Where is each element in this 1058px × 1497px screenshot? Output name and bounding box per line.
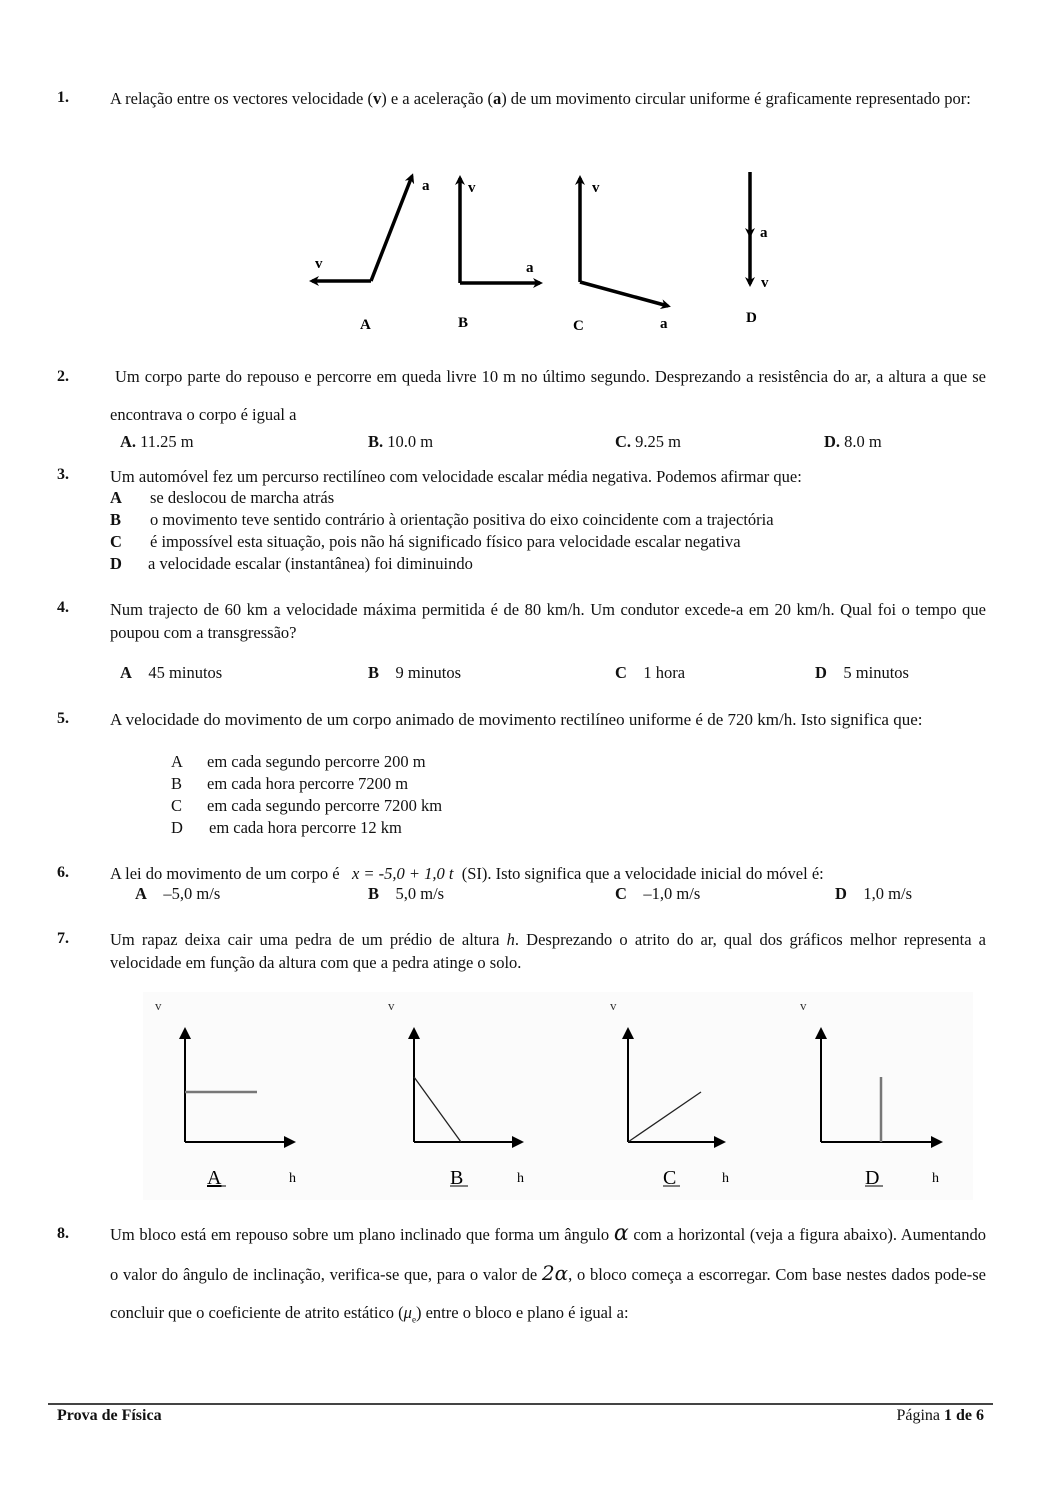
question-text: Um automóvel fez um percurso rectilíneo com velocidade escalar média negativa. Podemos afirmar que: bbox=[110, 467, 802, 486]
option-letter: D bbox=[171, 818, 183, 837]
vector-option-d bbox=[746, 172, 769, 326]
option-a[interactable] bbox=[120, 432, 194, 452]
option-text: se deslocou de marcha atrás bbox=[150, 488, 335, 507]
question-number: 3. bbox=[57, 466, 69, 483]
option-a[interactable] bbox=[110, 487, 334, 509]
question-number: 2. bbox=[57, 368, 69, 385]
text-fragment: A relação entre os vectores velocidade ( bbox=[110, 89, 373, 108]
option-d[interactable] bbox=[110, 553, 473, 575]
vector-label: v bbox=[761, 275, 769, 291]
question-text bbox=[110, 1215, 986, 1338]
question-text bbox=[110, 928, 986, 974]
options-row bbox=[0, 884, 1058, 906]
graph-option-a[interactable] bbox=[155, 998, 296, 1189]
text-fragment: ) entre o bloco e plano é igual a: bbox=[415, 1303, 629, 1322]
text-fragment: Um bloco está em repouso sobre um plano inclinado que forma um ângulo bbox=[110, 1225, 610, 1244]
option-c[interactable] bbox=[110, 531, 741, 553]
question-text bbox=[110, 862, 986, 885]
footer-divider bbox=[48, 1403, 993, 1405]
option-letter: A bbox=[120, 663, 132, 682]
text-fragment: ) de um movimento circular uniforme é graficamente representado por: bbox=[501, 89, 971, 108]
y-axis-label: v bbox=[610, 998, 617, 1013]
option-b[interactable] bbox=[110, 509, 774, 531]
option-letter: D bbox=[815, 663, 827, 682]
text-fragment: , o bloco começa a escorregar. Com base nestes dados pode-se concluir que o coeficiente de atrito estático ( bbox=[110, 1265, 986, 1322]
option-letter: B. bbox=[368, 432, 384, 451]
alpha-symbol: α bbox=[613, 1221, 629, 1246]
graph-label: B bbox=[450, 1167, 464, 1189]
option-letter: C bbox=[615, 884, 627, 903]
option-letter: D bbox=[835, 884, 847, 903]
option-b[interactable] bbox=[368, 663, 461, 683]
vector-label: a bbox=[422, 178, 430, 194]
velocity-height-graphs bbox=[143, 992, 973, 1200]
option-d[interactable] bbox=[835, 884, 912, 904]
option-c[interactable] bbox=[615, 432, 681, 452]
x-axis-label: h bbox=[932, 1171, 939, 1186]
text-fragment: (SI). Isto significa que a velocidade inicial do móvel é: bbox=[461, 864, 824, 883]
question-number: 1. bbox=[57, 89, 69, 106]
y-axis-label: v bbox=[388, 998, 395, 1013]
option-letter: C bbox=[171, 796, 183, 815]
option-letter: B bbox=[171, 774, 183, 793]
bold-v: v bbox=[372, 89, 382, 108]
mu-subscript: e bbox=[411, 1314, 416, 1325]
graph-option-d[interactable] bbox=[800, 998, 940, 1189]
option-text: 8.0 m bbox=[844, 432, 882, 451]
question-number: 7. bbox=[57, 930, 69, 947]
question-text: Num trajecto de 60 km a velocidade máxima permitida é de 80 km/h. Um condutor excede-a em 20 km/h. Qual foi o tempo que poupou com a transgressão? bbox=[110, 600, 986, 642]
option-a[interactable] bbox=[135, 884, 220, 904]
vector-option-a bbox=[312, 176, 430, 333]
vector-label: v bbox=[315, 256, 323, 272]
option-text: 10.0 m bbox=[387, 432, 434, 451]
mu-symbol: μ bbox=[403, 1303, 412, 1322]
graph-option-c[interactable] bbox=[610, 998, 729, 1189]
page-indicator bbox=[896, 1407, 984, 1425]
page-prefix: Página bbox=[896, 1407, 944, 1424]
vector-label: a bbox=[760, 225, 768, 241]
option-c[interactable] bbox=[615, 884, 700, 904]
option-label: B bbox=[458, 315, 469, 331]
option-text: 5 minutos bbox=[843, 663, 909, 682]
option-text: 1 hora bbox=[643, 663, 686, 682]
option-c[interactable] bbox=[615, 663, 685, 683]
option-letter: B bbox=[110, 510, 122, 529]
option-letter: A bbox=[135, 884, 147, 903]
vector-label: v bbox=[468, 180, 476, 196]
option-letter: A bbox=[171, 752, 183, 771]
vector-a-arrow bbox=[580, 282, 668, 306]
motion-formula: x = -5,0 + 1,0 t bbox=[351, 864, 454, 883]
vector-figure bbox=[290, 160, 790, 340]
option-text: –1,0 m/s bbox=[643, 884, 701, 903]
option-letter: B bbox=[368, 663, 380, 682]
graph-label: D bbox=[865, 1167, 880, 1189]
vector-option-c bbox=[573, 178, 668, 334]
option-a[interactable] bbox=[120, 663, 222, 683]
option-text: em cada hora percorre 7200 m bbox=[207, 774, 409, 793]
text-fragment: . Desprezando o atrito do ar, qual dos gráficos melhor representa a velocidade em função da altura com que a pedra atinge o solo. bbox=[110, 930, 986, 972]
option-label: D bbox=[746, 310, 757, 326]
option-letter: B bbox=[368, 884, 380, 903]
page-total: 6 bbox=[976, 1407, 984, 1424]
two-alpha-symbol: 2α bbox=[541, 1261, 569, 1285]
bold-a: a bbox=[492, 89, 502, 108]
vector-label: v bbox=[592, 180, 600, 196]
option-letter: D. bbox=[824, 432, 841, 451]
height-variable: h bbox=[506, 930, 515, 949]
option-a[interactable] bbox=[171, 751, 426, 773]
option-text: em cada segundo percorre 200 m bbox=[207, 752, 426, 771]
graph-label: A bbox=[207, 1167, 222, 1189]
x-axis-label: h bbox=[289, 1171, 296, 1186]
y-axis-label: v bbox=[800, 998, 807, 1013]
option-text: 45 minutos bbox=[148, 663, 223, 682]
graph-line-increasing bbox=[628, 1092, 701, 1142]
options-row bbox=[0, 663, 1058, 685]
graph-option-b[interactable] bbox=[388, 998, 524, 1189]
option-text: 5,0 m/s bbox=[395, 884, 445, 903]
option-letter: D bbox=[110, 554, 122, 573]
vector-label: a bbox=[660, 316, 668, 332]
option-letter: C bbox=[110, 532, 122, 551]
option-text: 11.25 m bbox=[140, 432, 194, 451]
option-b[interactable] bbox=[368, 432, 433, 452]
question-number: 8. bbox=[57, 1225, 69, 1242]
question-number: 4. bbox=[57, 599, 69, 616]
option-text: 1,0 m/s bbox=[863, 884, 913, 903]
option-letter: A. bbox=[120, 432, 137, 451]
option-letter: C. bbox=[615, 432, 632, 451]
question-text bbox=[110, 80, 986, 118]
question-number: 5. bbox=[57, 710, 69, 727]
option-text: em cada segundo percorre 7200 km bbox=[207, 796, 443, 815]
option-text: 9.25 m bbox=[635, 432, 682, 451]
option-b[interactable] bbox=[368, 884, 444, 904]
option-label: C bbox=[573, 318, 584, 334]
option-label: A bbox=[360, 317, 371, 333]
text-fragment: A lei do movimento de um corpo é bbox=[110, 864, 340, 883]
page-sep: de bbox=[952, 1407, 976, 1424]
x-axis-label: h bbox=[517, 1171, 524, 1186]
option-text: o movimento teve sentido contrário à orientação positiva do eixo coincidente com a trajectória bbox=[150, 510, 774, 529]
option-d[interactable] bbox=[824, 432, 882, 452]
text-fragment: ) e a aceleração ( bbox=[381, 89, 493, 108]
vector-label: a bbox=[526, 260, 534, 276]
options-row bbox=[0, 432, 1058, 454]
vector-a-arrow bbox=[371, 176, 412, 281]
page-current: 1 bbox=[944, 1407, 952, 1424]
option-c[interactable] bbox=[171, 795, 442, 817]
option-d[interactable] bbox=[171, 817, 402, 839]
footer-title: Prova de Física bbox=[57, 1407, 162, 1424]
graph-label: C bbox=[663, 1167, 677, 1189]
option-letter: A bbox=[110, 488, 122, 507]
x-axis-label: h bbox=[722, 1171, 729, 1186]
option-text: em cada hora percorre 12 km bbox=[209, 818, 402, 837]
option-letter: C bbox=[615, 663, 627, 682]
vector-option-b bbox=[458, 178, 540, 331]
option-text: é impossível esta situação, pois não há significado físico para velocidade escalar negativa bbox=[150, 532, 741, 551]
text-fragment: com a horizontal (veja a figura abaixo). Aumentando o valor do ângulo de inclinação, verifica-se que, para o valor de bbox=[110, 1225, 986, 1284]
question-text: Um corpo parte do repouso e percorre em queda livre 10 m no último segundo. Desprezando a resistência do ar, a altura a que se encontrava o corpo é igual a bbox=[110, 367, 986, 424]
graphs-panel bbox=[143, 992, 973, 1200]
option-b[interactable] bbox=[171, 773, 408, 795]
option-text: –5,0 m/s bbox=[163, 884, 221, 903]
question-number: 6. bbox=[57, 864, 69, 881]
y-axis-label: v bbox=[155, 998, 162, 1013]
graph-line-decreasing bbox=[414, 1077, 461, 1142]
option-text: a velocidade escalar (instantânea) foi diminuindo bbox=[148, 554, 473, 573]
option-text: 9 minutos bbox=[395, 663, 462, 682]
option-d[interactable] bbox=[815, 663, 909, 683]
question-text: A velocidade do movimento de um corpo animado de movimento rectilíneo uniforme é de 720 km/h. Isto significa que: bbox=[110, 710, 923, 729]
text-fragment: Um rapaz deixa cair uma pedra de um prédio de altura bbox=[110, 930, 500, 949]
